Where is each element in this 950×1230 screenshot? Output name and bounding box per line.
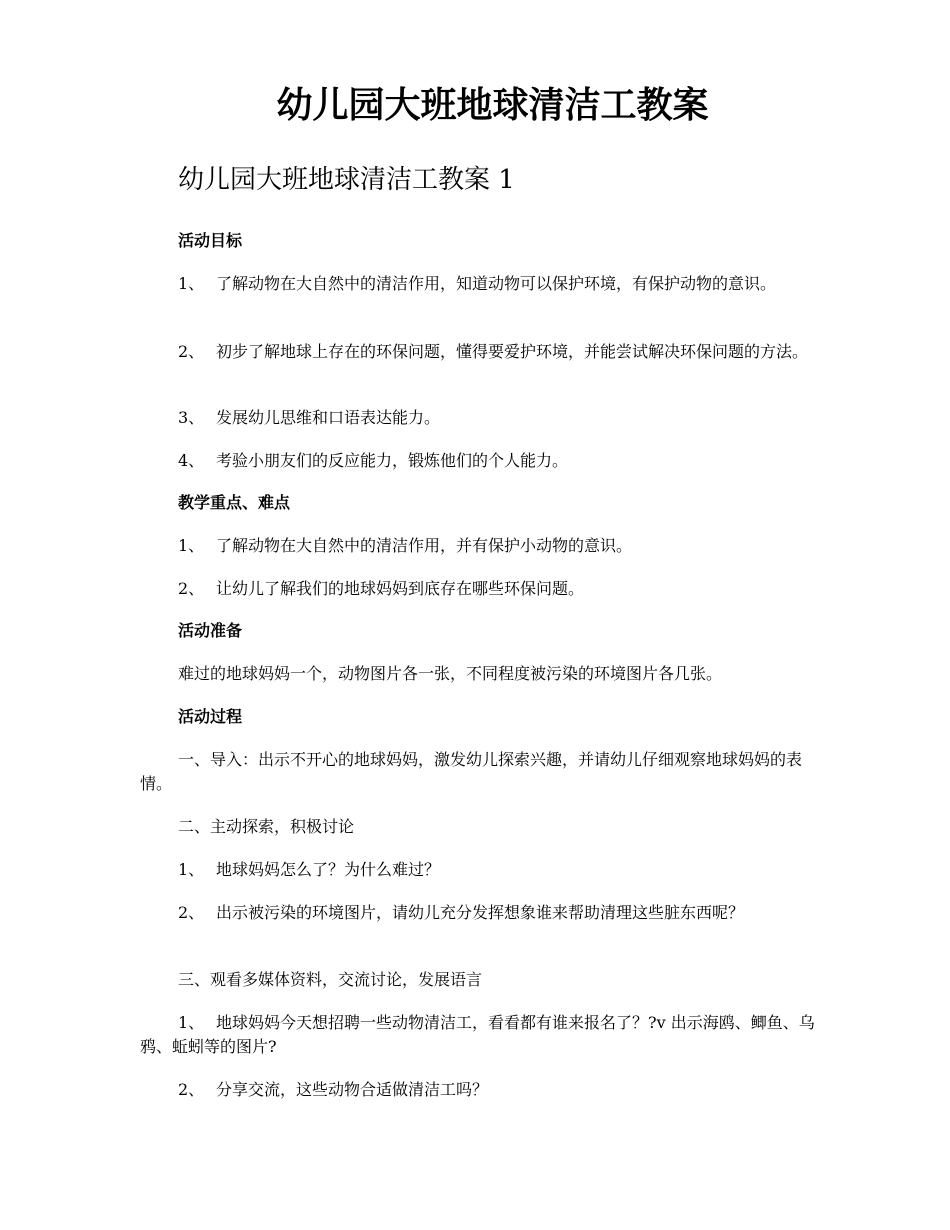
document-title: 幼儿园大班地球清洁工教案	[276, 84, 709, 126]
goal-text: 发展幼儿思维和口语表达能力。	[216, 408, 441, 427]
goal-number: 3、	[178, 408, 205, 427]
process-step3-item-2	[140, 1078, 820, 1102]
process-item-text: 地球妈妈怎么了？为什么难过？	[216, 860, 441, 879]
heading-process: 活动过程	[178, 707, 243, 726]
key-point-item-1	[140, 534, 820, 558]
process-item-number: 2、	[178, 903, 205, 922]
goal-text: 初步了解地球上存在的环保问题，懂得要爱护环境，并能尝试解决环保问题的方法。	[216, 342, 809, 361]
process-step3-item-1	[140, 1011, 820, 1059]
section-title: 幼儿园大班地球清洁工教案 1	[178, 165, 515, 195]
process-item-text: 出示被污染的环境图片，请幼儿充分发挥想象谁来帮助清理这些脏东西呢？	[216, 903, 745, 922]
goal-number: 2、	[178, 342, 205, 361]
heading-goals: 活动目标	[178, 231, 243, 250]
preparation-text: 难过的地球妈妈一个，动物图片各一张，不同程度被污染的环境图片各几张。	[178, 664, 723, 683]
process-step2-item-1	[140, 858, 820, 882]
heading-key-points: 教学重点、难点	[178, 493, 291, 512]
process-item-number: 1、	[178, 860, 205, 879]
process-item-number: 1、	[178, 1013, 205, 1032]
goal-text: 了解动物在大自然中的清洁作用，知道动物可以保护环境，有保护动物的意识。	[216, 274, 777, 293]
goal-number: 1、	[178, 274, 205, 293]
heading-preparation: 活动准备	[178, 621, 243, 640]
process-item-text: 分享交流，这些动物合适做清洁工吗？	[216, 1080, 489, 1099]
process-step-1: 一、导入：出示不开心的地球妈妈，激发幼儿探索兴趣，并请幼儿仔细观察地球妈妈的表情。	[140, 750, 803, 793]
goal-item-1	[140, 272, 820, 296]
process-step-3: 三、观看多媒体资料，交流讨论，发展语言	[178, 970, 483, 989]
key-point-number: 2、	[178, 579, 205, 598]
goal-item-4	[140, 449, 820, 473]
goal-number: 4、	[178, 451, 205, 470]
goal-item-3	[140, 406, 820, 430]
process-item-number: 2、	[178, 1080, 205, 1099]
key-point-text: 让幼儿了解我们的地球妈妈到底存在哪些环保问题。	[216, 579, 585, 598]
goal-text: 考验小朋友们的反应能力，锻炼他们的个人能力。	[216, 451, 569, 470]
key-point-item-2	[140, 577, 820, 601]
process-item-text: 地球妈妈今天想招聘一些动物清洁工，看看都有谁来报名了？?v 出示海鸥、鲫鱼、乌鸦、蚯蚓等的图片?	[140, 1013, 815, 1056]
key-point-number: 1、	[178, 536, 205, 555]
key-point-text: 了解动物在大自然中的清洁作用，并有保护小动物的意识。	[216, 536, 633, 555]
goal-item-2	[140, 340, 820, 364]
process-step-2: 二、主动探索，积极讨论	[178, 817, 355, 836]
process-step2-item-2	[140, 901, 820, 925]
